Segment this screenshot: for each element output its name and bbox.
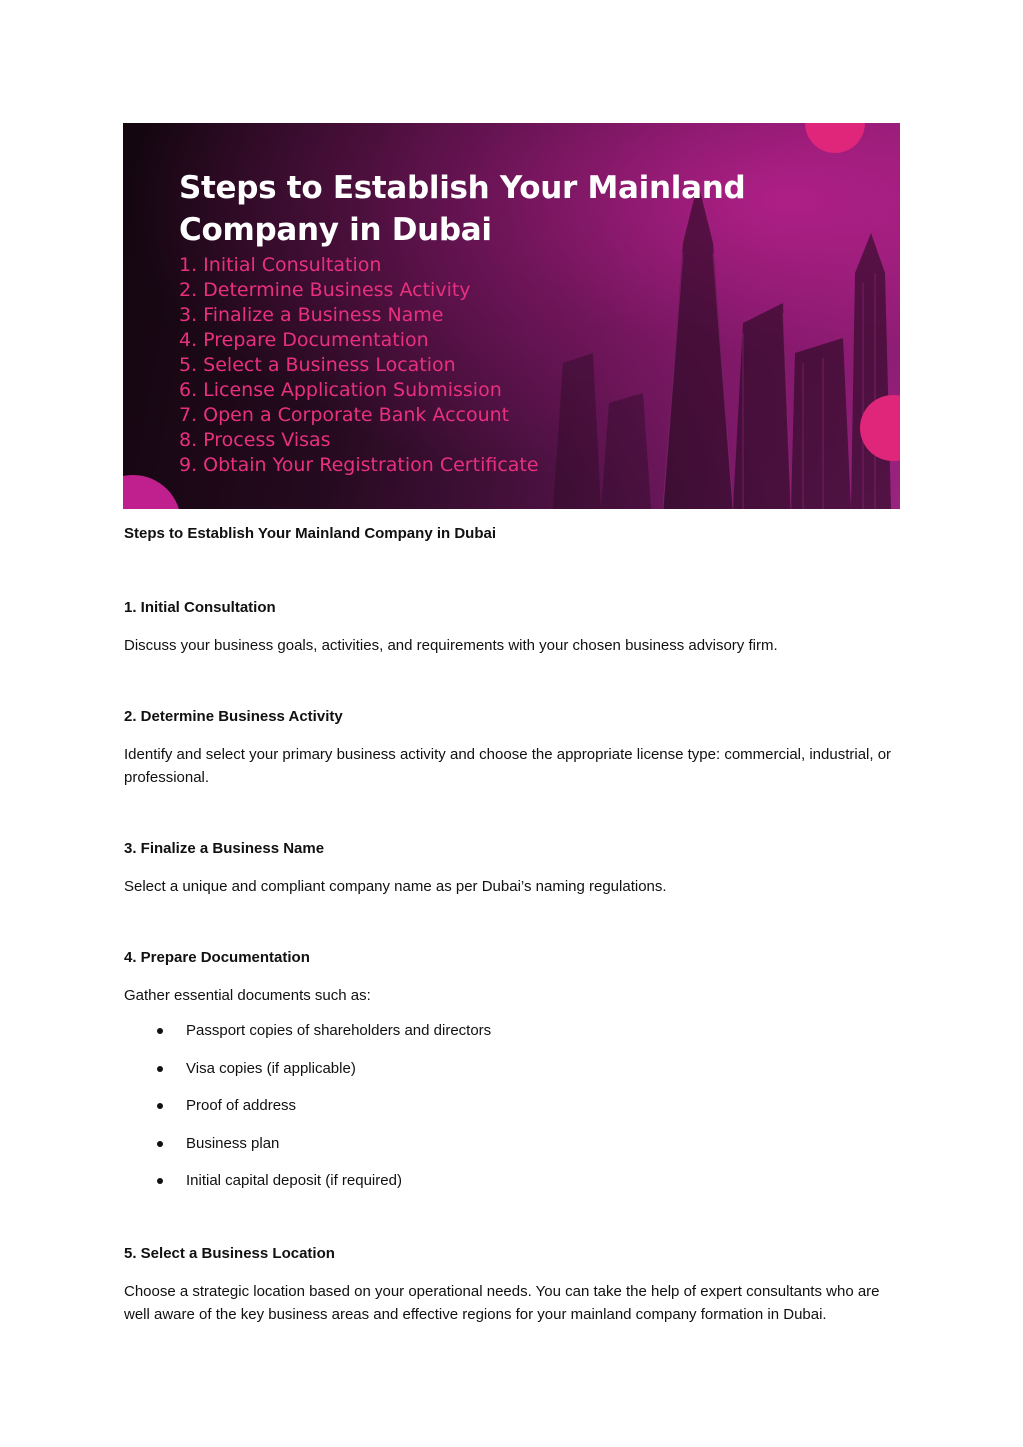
bullet-icon (157, 1141, 163, 1147)
list-item (124, 1059, 904, 1079)
section-text: Choose a strategic location based on your operational needs. You can take the help of expert consultants who are well aware of the key business areas and effective regions for your mainland company formation in Dubai. (124, 1283, 880, 1323)
document-title: Steps to Establish Your Mainland Company in Dubai (124, 525, 496, 542)
documents-list (124, 1021, 904, 1191)
section-heading: 2. Determine Business Activity (124, 708, 343, 725)
section-determine-business-activity (124, 707, 904, 789)
banner-step: 4. Prepare Documentation (179, 329, 429, 351)
banner-steps-list (179, 253, 539, 478)
section-heading: 4. Prepare Documentation (124, 949, 310, 966)
banner-step: 6. License Application Submission (179, 379, 502, 401)
list-item-text: Visa copies (if applicable) (186, 1059, 356, 1077)
section-prepare-documentation (124, 948, 904, 1209)
list-item-text: Business plan (186, 1134, 280, 1152)
banner-step: 1. Initial Consultation (179, 254, 382, 276)
accent-circle-top (805, 123, 865, 153)
section-heading: 1. Initial Consultation (124, 599, 276, 616)
bullet-icon (157, 1103, 163, 1109)
list-item (124, 1096, 904, 1116)
list-item (124, 1021, 904, 1041)
list-item-text: Proof of address (186, 1097, 297, 1114)
banner-title-line-1: Steps to Establish Your Mainland (179, 170, 746, 206)
banner-step: 8. Process Visas (179, 429, 331, 451)
section-text: Gather essential documents such as: (124, 987, 371, 1004)
bullet-icon (157, 1066, 163, 1072)
section-heading: 5. Select a Business Location (124, 1245, 335, 1262)
section-select-business-location (124, 1244, 904, 1326)
bullet-icon (157, 1178, 163, 1184)
list-item (124, 1171, 904, 1191)
accent-circle-bottom-left (123, 475, 181, 509)
section-text: Select a unique and compliant company name as per Dubai’s naming regulations. (124, 878, 667, 895)
section-text: Identify and select your primary business activity and choose the appropriate license type: commercial, industrial, or professional. (124, 746, 892, 786)
section-finalize-business-name (124, 839, 904, 898)
section-heading: 3. Finalize a Business Name (124, 840, 325, 857)
banner-title-line-2: Company in Dubai (179, 212, 492, 248)
section-text: Discuss your business goals, activities, and requirements with your chosen business advisory firm. (124, 637, 778, 654)
banner-step: 9. Obtain Your Registration Certificate (179, 454, 539, 476)
section-initial-consultation (124, 598, 904, 657)
banner-title (179, 167, 819, 251)
banner-step: 7. Open a Corporate Bank Account (179, 404, 510, 426)
list-item-text: Initial capital deposit (if required) (186, 1172, 402, 1189)
banner-image (123, 123, 900, 509)
list-item (124, 1134, 904, 1154)
list-item-text: Passport copies of shareholders and directors (186, 1022, 492, 1039)
banner-step: 5. Select a Business Location (179, 354, 456, 376)
banner-step: 3. Finalize a Business Name (179, 304, 444, 326)
bullet-icon (157, 1028, 163, 1034)
banner-step: 2. Determine Business Activity (179, 279, 471, 301)
